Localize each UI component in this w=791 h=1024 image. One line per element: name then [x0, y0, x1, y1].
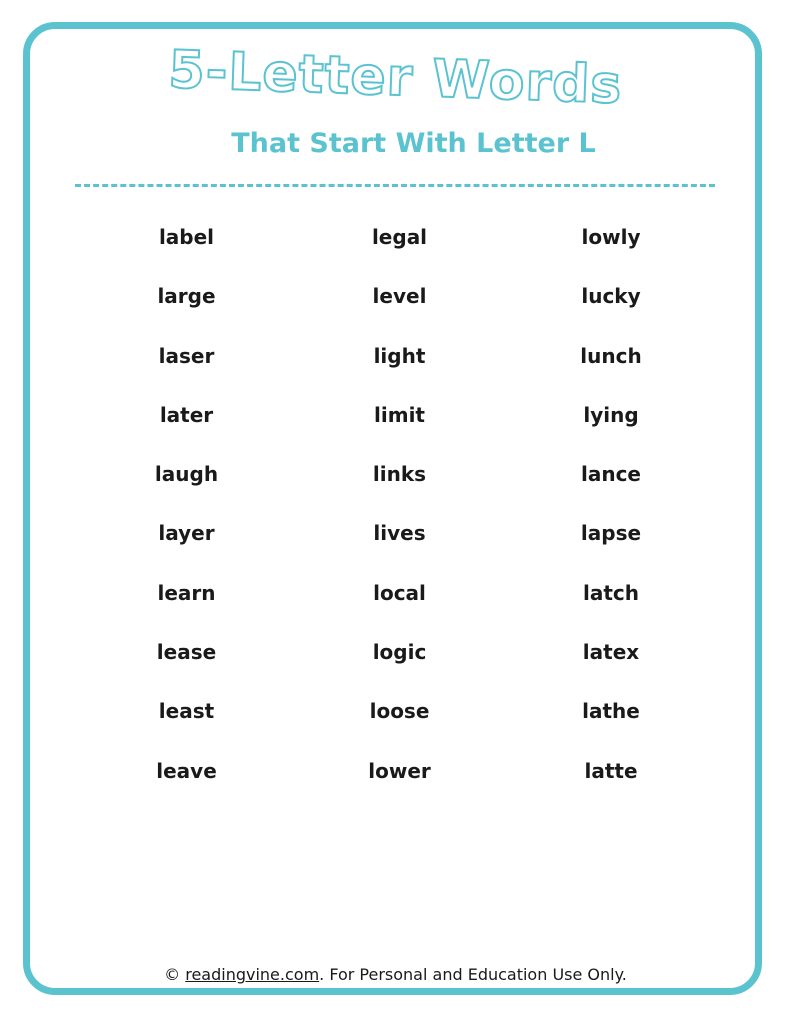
word-item: lower [368, 758, 431, 783]
word-item: layer [158, 521, 215, 546]
word-item: lapse [580, 521, 642, 546]
dashed-divider [75, 184, 715, 187]
word-item: lathe [582, 699, 640, 724]
word-item: lance [580, 462, 641, 487]
word-item: legal [371, 225, 428, 249]
word-item: light [373, 343, 426, 368]
word-item: latex [582, 640, 640, 665]
word-item: least [158, 699, 215, 724]
word-item: lucky [581, 284, 641, 309]
word-item: label [158, 225, 215, 249]
word-item: local [373, 580, 426, 605]
word-item: limit [374, 402, 425, 427]
word-item: links [372, 462, 427, 487]
footer [0, 965, 791, 984]
word-item: lease [156, 640, 217, 665]
word-item: lives [373, 521, 426, 546]
word-item: laugh [154, 462, 219, 487]
word-item: laser [158, 343, 215, 368]
word-item: loose [369, 699, 430, 724]
word-item: lunch [580, 343, 642, 368]
page-subtitle: That Start With Letter L [231, 128, 596, 159]
word-item: lying [583, 402, 639, 427]
word-item: level [372, 284, 427, 309]
word-item: logic [372, 640, 427, 665]
website-link[interactable]: readingvine.com [185, 965, 320, 984]
word-item: later [159, 402, 214, 427]
word-item: lowly [581, 225, 641, 249]
page-title: 5-Letter Words [167, 40, 624, 116]
word-item: latch [582, 580, 639, 605]
word-item: leave [156, 758, 217, 783]
word-list-grid [80, 222, 716, 815]
copyright-symbol: © [164, 965, 181, 984]
word-item: learn [157, 580, 216, 605]
word-item: latte [584, 758, 638, 783]
footer-usage-text: . For Personal and Education Use Only. [319, 965, 627, 984]
word-item: large [157, 284, 216, 309]
